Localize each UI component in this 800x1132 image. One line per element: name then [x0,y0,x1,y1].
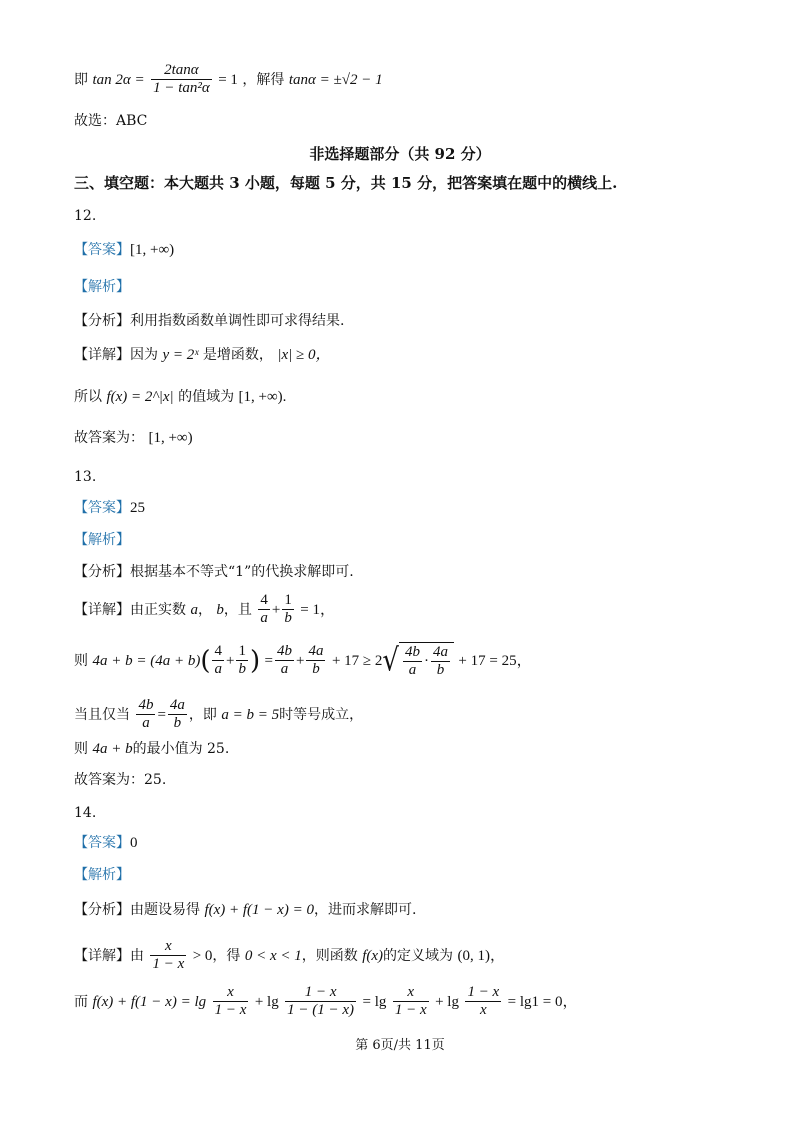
final-answer-line: 故答案为：25. [74,772,167,788]
fraction: $\frac{4b}{a}$ [404,644,420,679]
text: ，得 [212,947,241,964]
math-expr: + lg [435,993,459,1010]
radical-sign: √ [382,642,399,679]
fraction: $\frac{4}{a}$ [214,643,222,678]
math-expr: y = 2ˣ [162,347,199,363]
fraction: $\frac{4a}{b}$ [308,643,324,678]
fraction: $\frac{1 - x}{x}$ [467,984,500,1019]
math-var: b [216,601,224,618]
text: 而 [74,993,88,1010]
text: 的最小值为 25. [132,741,230,757]
fraction: $\frac{1}{b}$ [238,643,246,678]
answer-value: 25 [130,500,145,516]
fraction [151,62,212,98]
fraction: $\frac{1 - x}{1 - (1 - x)}$ [287,984,355,1019]
detail-line: 当且仅当 $\frac{4b}{a}$ = $\frac{4a}{b}$ ，即 a = b = 5时等号成立， [74,697,364,732]
fraction: $\frac{4}{a}$ [260,592,268,627]
analysis-tag: 【解析】 [74,279,130,295]
detail-line [74,938,505,974]
answer-line [74,243,174,258]
math-expr: = 1， [300,601,335,618]
text: 的定义域为 [383,947,454,964]
final-answer-line [74,431,193,446]
math-expr: + 17 = 25， [458,652,532,669]
text: 是增函数， [202,347,273,363]
answer-tag: 【答案】 [74,835,130,851]
detail-line: 【详解】由正实数 a， b，且 $\frac{4}{a}$ + $\frac{1}{b}$ = 1， [74,592,335,627]
fenxi-tag: 【分析】 [74,902,130,918]
math-expr: = lg1 = 0， [507,993,578,1010]
math-expr: f(x) + f(1 − x) = 0 [204,902,314,918]
math-expr: + 17 ≥ 2 [331,652,383,669]
text: ，则函数 [301,947,358,964]
fraction: $\frac{x}{1 - x}$ [394,984,427,1019]
fraction: $\frac{x}{1 - x}$ [214,984,247,1019]
math-expr: f(x) [362,947,384,964]
math-expr: a = b = 5 [221,706,280,723]
fenxi-tag: 【分析】 [74,313,130,329]
paren-close: ) [249,645,261,676]
question-number: 13. [74,469,97,485]
numerator: 2tanα [164,62,199,78]
math-expr: 4a + b [92,741,133,757]
math-expr: |x| ≥ 0， [277,347,331,363]
text: 所以 [74,389,102,405]
text: 则 [74,741,88,757]
text: 由题设易得 [130,902,200,918]
math-expr: [1, +∞) [148,430,193,446]
answer-value: 0 [130,835,138,851]
section-heading: 三、填空题：本大题共 3 小题，每题 5 分，共 15 分，把答案填在题中的横线上. [74,174,618,192]
math-expr: [1, +∞). [238,389,287,405]
text: 由正实数 [130,601,186,618]
answer-tag: 【答案】 [74,500,130,516]
detail-line [74,390,286,405]
fenxi-tag: 【分析】 [74,564,130,580]
text: 故答案为： [74,430,144,446]
math-expr: tanα = ±√2 − 1 [288,71,383,88]
math-expr: = lg [362,993,387,1010]
math-expr: > 0 [192,947,213,964]
detail-line [74,742,229,757]
denominator: 1 − tan²α [153,80,210,97]
fraction: $\frac{4a}{b}$ [432,644,448,679]
text: 因为 [130,347,158,363]
fraction: $\frac{4a}{b}$ [169,697,185,732]
detail-tag: 【详解】 [74,347,130,363]
detail-line [74,348,331,363]
text: 当且仅当 [74,706,130,723]
fraction: $\frac{x}{1 - x}$ [152,938,185,973]
math-var: a [190,601,198,618]
text: 的值域为 [178,389,235,405]
detail-line: 则 4a + b = (4a + b)( $\frac{4}{a}$ + $\frac{1}{b}$ ) = $\frac{4b}{a}$ + $\frac{4a}{b}$ + 17 ≥ 2√ $\frac{4b}{a}$ · $\frac{4a}{b}$ + 17 = 25， [74,642,532,679]
math-expr: 0 < x < 1 [244,947,302,964]
text: 则 [74,652,88,669]
analysis-tag: 【解析】 [74,532,130,548]
math-expr: tan 2α = [92,71,145,88]
answer-value: [1, +∞) [130,242,175,258]
solution-line-tan2a [74,62,383,98]
math-expr: (0, 1)， [457,947,505,964]
section-title: 非选择题部分（共 92 分） [309,145,491,163]
fenxi-line [74,565,354,579]
fenxi-line [74,903,416,918]
answer-line [74,836,138,851]
text: 时等号成立， [279,706,364,723]
question-number: 14. [74,805,97,821]
question-number: 12. [74,208,97,224]
detail-tag: 【详解】 [74,601,130,618]
text: 即 [74,71,88,88]
math-expr: 4a + b = (4a + b) [92,652,201,669]
answer-tag: 【答案】 [74,242,130,258]
fraction: $\frac{4b}{a}$ [277,643,293,678]
detail-tag: 【详解】 [74,947,130,964]
detail-line [74,984,578,1020]
fenxi-line [74,314,344,328]
math-expr: = 1 [218,71,238,88]
analysis-tag: 【解析】 [74,867,130,883]
math-expr: f(x) = 2^|x| [106,389,174,405]
text: 利用指数函数单调性即可求得结果. [130,313,345,329]
text: 由 [130,947,144,964]
page-footer: 第 6页/共 11页 [355,1038,445,1053]
paren-open: ( [200,645,211,676]
math-expr: + lg [254,993,279,1010]
text: ，解得 [242,71,285,88]
answer-line [74,501,145,516]
math-expr: f(x) + f(1 − x) = lg [92,993,207,1010]
sqrt-body: $\frac{4b}{a}$ · $\frac{4a}{b}$ [399,642,454,680]
answer-choice-line: 故选：ABC [74,113,148,129]
fraction: $\frac{4b}{a}$ [138,697,154,732]
text: ，且 [223,601,252,618]
text: 根据基本不等式“1”的代换求解即可. [130,564,354,580]
fraction: $\frac{1}{b}$ [284,592,292,627]
text: ，进而求解即可. [313,902,417,918]
text: ，即 [188,706,217,723]
